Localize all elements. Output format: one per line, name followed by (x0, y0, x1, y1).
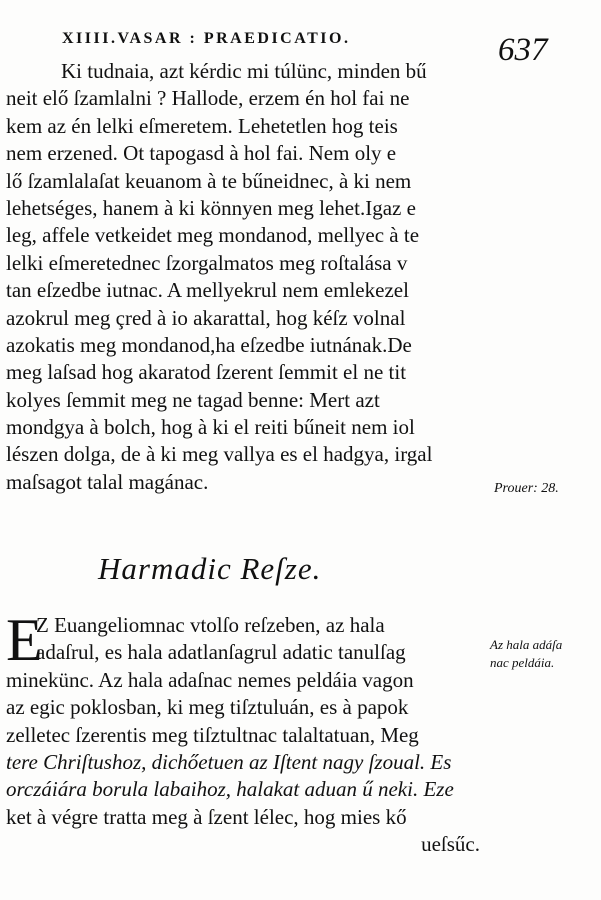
text-line: adaſrul, es hala adatlanſagrul adatic tanulſag (36, 640, 406, 665)
margin-note-proverbs: Prouer: 28. (494, 481, 559, 496)
text-line: Ki tudnaia, azt kérdic mi túlünc, minden bű (61, 59, 427, 83)
text-line: tere Chriſtushoz, dichőetuen az Iſtent nagy ſzoual. Es (6, 749, 452, 774)
text-line: lehetséges, hanem à ki könnyen meg lehet.Igaz e (6, 195, 416, 220)
text-line: azokatis meg mondanod,ha eſzedbe iutnának.De (6, 332, 412, 357)
margin-note-example (490, 636, 562, 672)
margin-note-line: nac peldáia. (490, 655, 555, 670)
text-line: kem az én lelki eſmeretem. Lehetetlen hog teis (6, 113, 398, 138)
margin-note-line: Az hala adáſa (490, 637, 563, 652)
text-line: leg, affele vetkeidet meg mondanod, mellyec à te (6, 223, 420, 248)
text-line: maſsagot talal magánac. (6, 469, 209, 494)
text-line: mondgya à bolch, hog à ki el reiti bűneit nem iol (6, 415, 415, 440)
drop-initial: E (6, 607, 43, 673)
text-line: lő ſzamlalaſat keuanom à te bűneidnec, à ki nem (6, 168, 412, 193)
text-line: lelki eſmeretednec ſzorgalmatos meg roſtalása v (6, 250, 408, 275)
text-line: zelletec ſzerentis meg tiſztultnac talaltatuan, Meg (6, 722, 419, 747)
text-line: kolyes ſemmit meg ne tagad benne: Mert azt (6, 387, 380, 412)
text-line: Z Euangeliomnac vtolſo reſzeben, az hala (36, 613, 385, 637)
text-line: orczáiára borula labaihoz, halakat aduan ű neki. Eze (6, 777, 454, 802)
running-title: XIIII.VASAR : PRAEDICATIO. (62, 30, 351, 47)
body-text-block (6, 58, 490, 496)
text-line: tan eſzedbe iutnac. A mellyekrul nem emlekezel (6, 278, 409, 303)
text-line: az egic poklosban, ki meg tiſztuluán, es à papok (6, 695, 409, 720)
text-line: azokrul meg çred à io akarattal, hog kéſz volnal (6, 305, 406, 330)
section-text-block (6, 607, 490, 859)
text-line: neit elő ſzamlalni ? Hallode, erzem én hol fai ne (6, 86, 410, 111)
text-line: meg laſsad hog akaratod ſzerent ſemmit el ne tit (6, 360, 407, 385)
text-line: ket à végre tratta meg à ſzent lélec, hog mies kő (6, 804, 407, 829)
text-line: nem erzened. Ot tapogasd à hol fai. Nem oly e (6, 141, 397, 166)
page-number: 637 (498, 32, 548, 68)
text-line: lészen dolga, de à ki meg vallya es el hadgya, irgal (6, 442, 433, 467)
text-line: ueſsűc. (421, 832, 480, 857)
text-line: minekünc. Az hala adaſnac nemes peldáia vagon (6, 667, 414, 692)
section-heading: Harmadic Reſze. (98, 551, 322, 586)
